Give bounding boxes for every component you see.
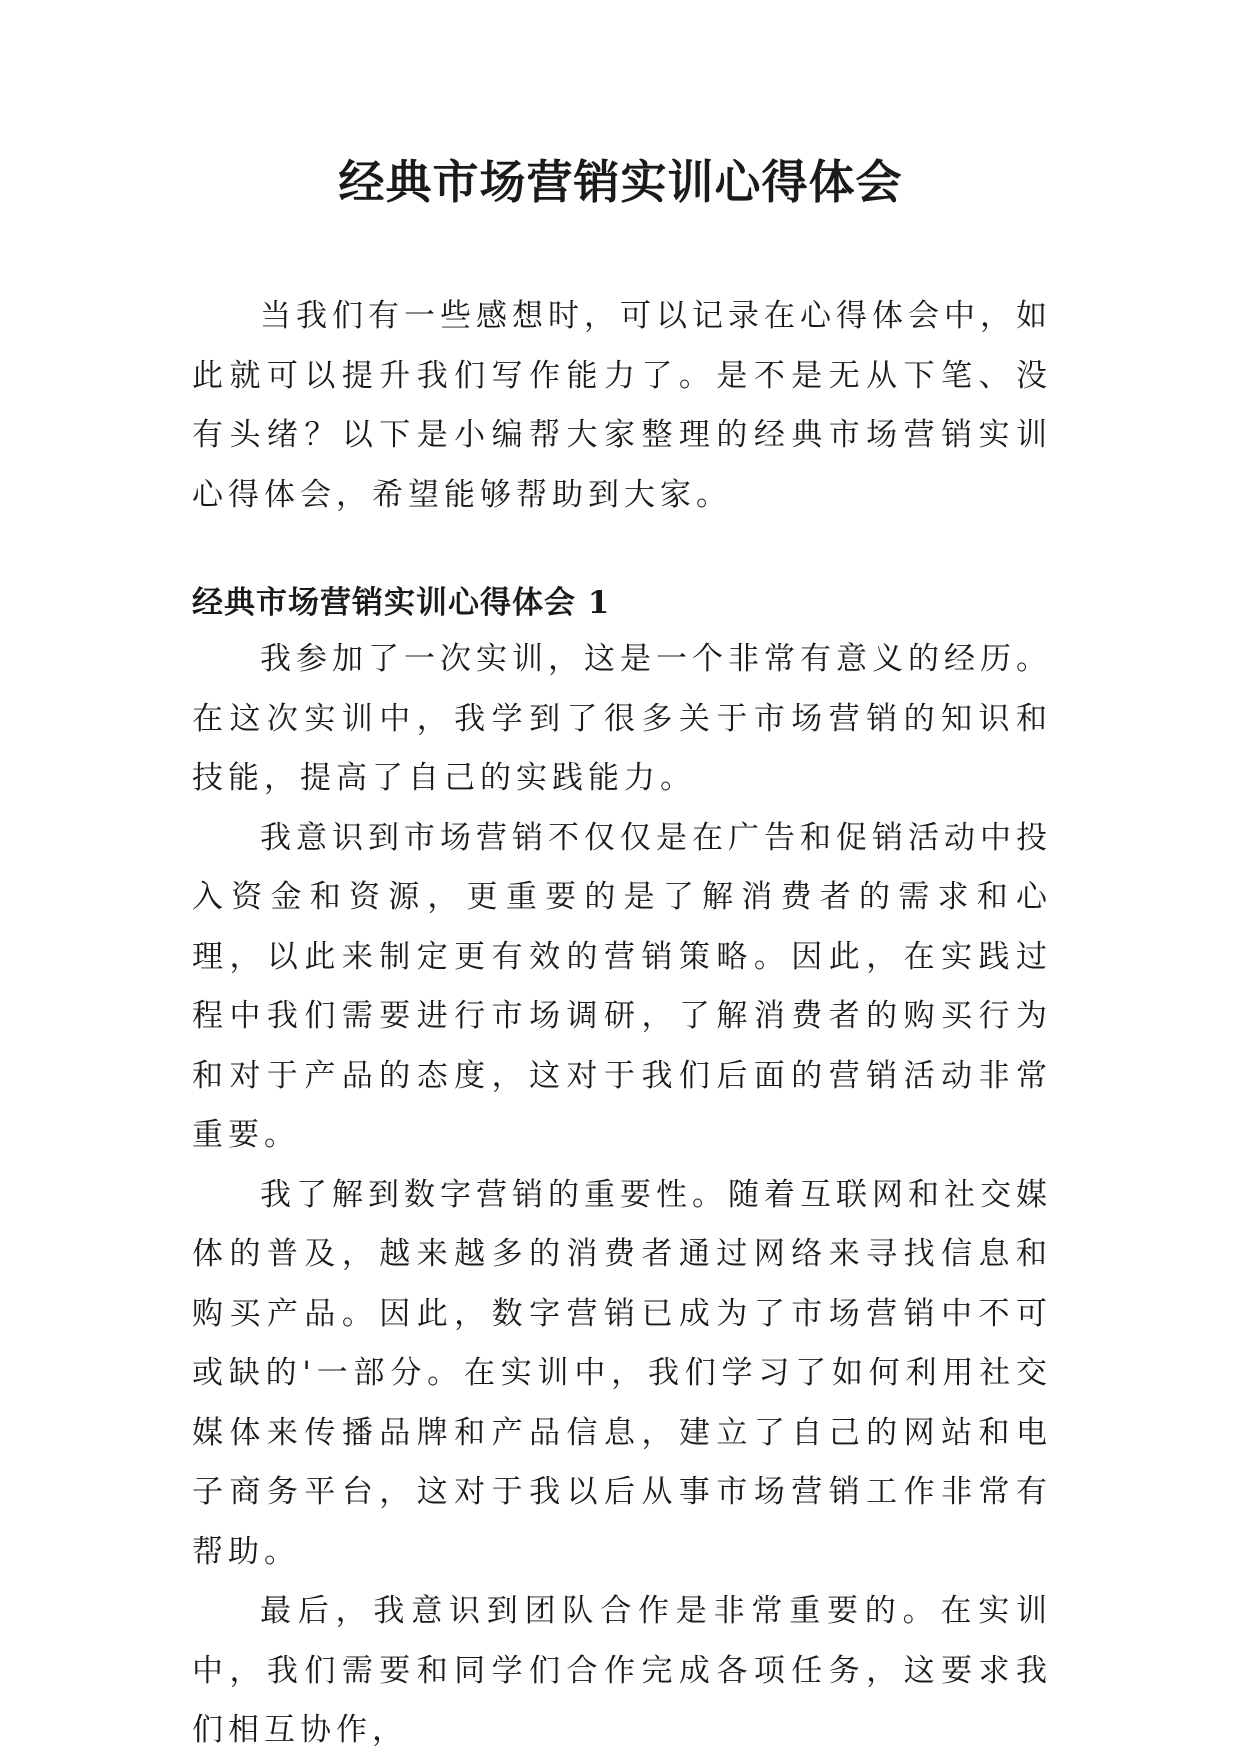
body-paragraph: 我参加了一次实训，这是一个非常有意义的经历。在这次实训中，我学到了很多关于市场营销的知识和技能，提高了自己的实践能力。	[192, 641, 1052, 796]
body-paragraph: 我了解到数字营销的重要性。随着互联网和社交媒体的普及，越来越多的消费者通过网络来寻找信息和购买产品。因此，数字营销已成为了市场营销中不可或缺的'一部分。在实训中，我们学习了如何利用社交媒体来传播品牌和产品信息，建立了自己的网站和电子商务平台，这对于我以后从事市场营销工作非常有帮助。	[192, 1176, 1052, 1570]
section-heading: 经典市场营销实训心得体会 1	[192, 585, 611, 621]
intro-paragraph: 当我们有一些感想时，可以记录在心得体会中，如此就可以提升我们写作能力了。是不是无从下笔、没有头绪？以下是小编帮大家整理的经典市场营销实训心得体会，希望能够帮助到大家。	[192, 298, 1052, 513]
document-title: 经典市场营销实训心得体会	[338, 155, 903, 209]
section-body	[192, 630, 1052, 1761]
body-paragraph: 最后，我意识到团队合作是非常重要的。在实训中，我们需要和同学们合作完成各项任务，这要求我们相互协作，	[192, 1593, 1052, 1748]
body-paragraph: 我意识到市场营销不仅仅是在广告和促销活动中投入资金和资源，更重要的是了解消费者的需求和心理，以此来制定更有效的营销策略。因此，在实践过程中我们需要进行市场调研，了解消费者的购买行为和对于产品的态度，这对于我们后面的营销活动非常重要。	[192, 819, 1052, 1153]
